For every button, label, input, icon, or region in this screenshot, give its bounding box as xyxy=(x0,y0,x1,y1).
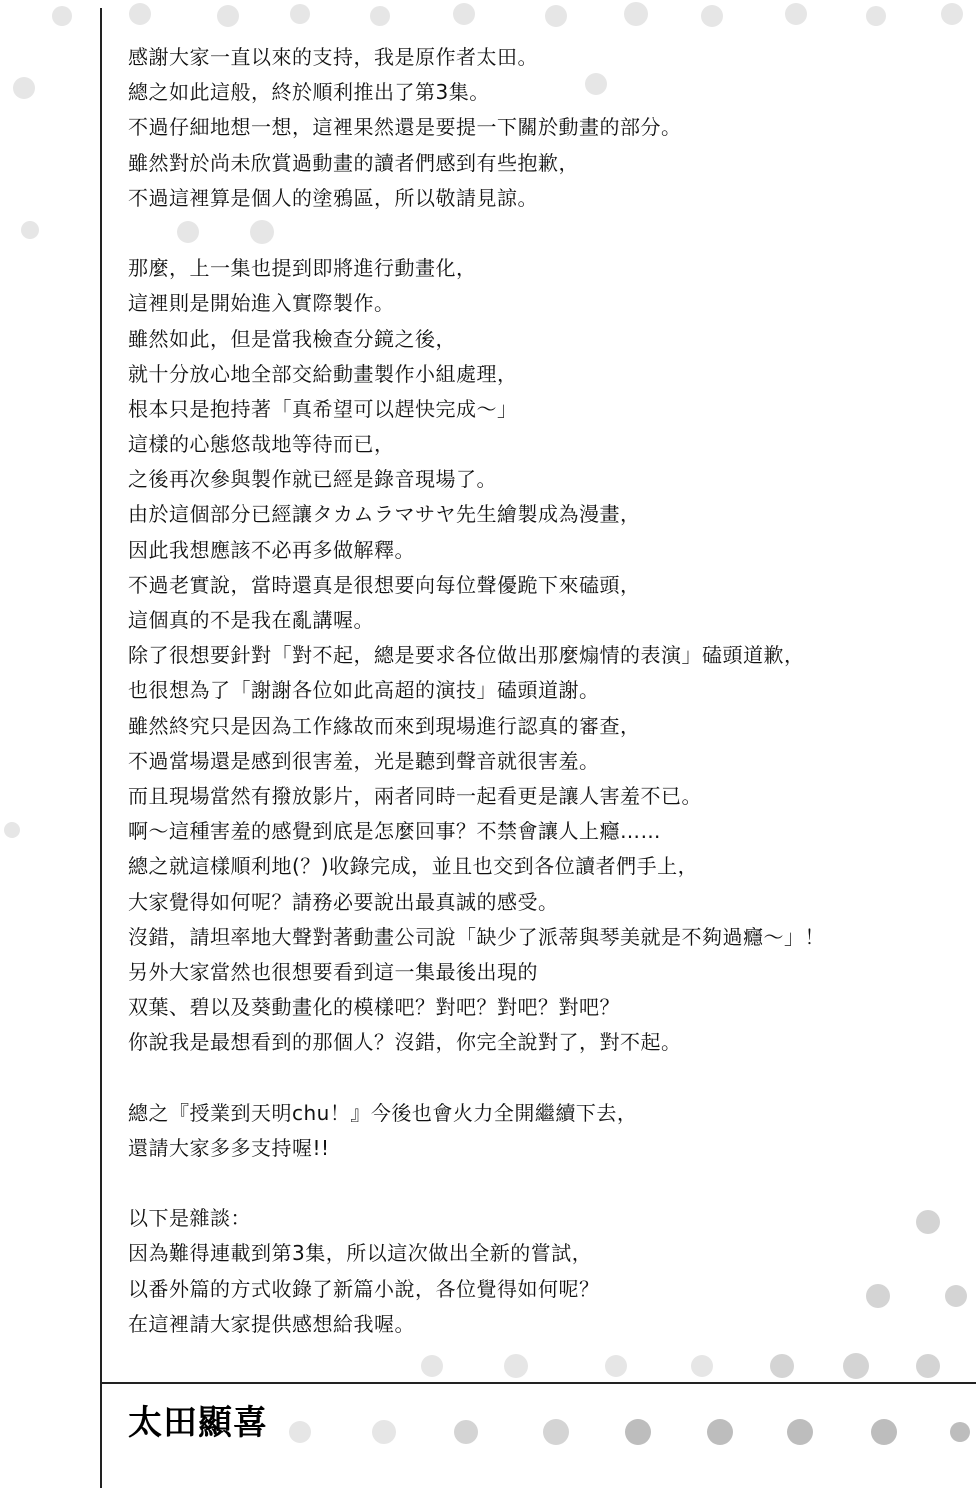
text-line: 因此我想應該不必再多做解釋。 xyxy=(128,537,415,562)
text-line: 這個真的不是我在亂講喔。 xyxy=(128,608,374,632)
decorative-dot xyxy=(545,5,567,27)
text-line: 而且現場當然有撥放影片，兩者同時一起看更是讓人害羞不已。 xyxy=(128,783,702,808)
text-line: 總之就這樣順利地(？)收錄完成，並且也交到各位讀者們手上， xyxy=(128,854,699,879)
text-line: 這裡則是開始進入實際製作。 xyxy=(128,291,395,316)
decorative-dot xyxy=(453,3,475,25)
text-line: 根本只是抱持著「真希望可以趕快完成～」 xyxy=(128,396,518,421)
text-line: 總之『授業到天明chu！』今後也會火力全開繼續下去， xyxy=(128,1100,638,1125)
decorative-dot xyxy=(13,77,35,99)
decorative-dot xyxy=(787,1419,813,1445)
decorative-dot xyxy=(4,822,20,838)
text-line: 雖然終究只是因為工作緣故而來到現場進行認真的審查， xyxy=(128,713,641,738)
text-line: 那麼，上一集也提到即將進行動畫化， xyxy=(128,256,477,281)
margin-rule-vertical xyxy=(100,8,102,1488)
decorative-dot xyxy=(290,4,310,24)
text-line: 以下是雜談： xyxy=(128,1206,251,1231)
text-line: 另外大家當然也很想要看到這一集最後出現的 xyxy=(128,959,538,984)
text-line: 在這裡請大家提供感想給我喔。 xyxy=(128,1311,415,1336)
text-line: 啊～這種害羞的感覺到底是怎麼回事？不禁會讓人上癮…… xyxy=(128,819,661,844)
paragraph-gap xyxy=(128,1166,958,1201)
decorative-dot xyxy=(370,6,390,26)
paragraph-gap xyxy=(128,216,958,251)
decorative-dot xyxy=(950,1422,970,1442)
decorative-dot xyxy=(52,6,72,26)
decorative-dot xyxy=(217,5,239,27)
decorative-dot xyxy=(691,1355,713,1377)
text-line: 除了很想要針對「對不起，總是要求各位做出那麼煽情的表演」磕頭道歉， xyxy=(128,643,805,668)
author-signature: 太田顯喜 xyxy=(128,1403,268,1443)
text-line: 雖然對於尚未欣賞過動畫的讀者們感到有些抱歉， xyxy=(128,150,579,175)
decorative-dot xyxy=(129,3,151,25)
decorative-dot xyxy=(289,1421,311,1443)
decorative-dot xyxy=(605,1355,627,1377)
paragraph-gap xyxy=(128,1060,958,1095)
decorative-dot xyxy=(504,1354,528,1378)
decorative-dot xyxy=(770,1354,794,1378)
text-line: 不過當場還是感到很害羞，光是聽到聲音就很害羞。 xyxy=(128,748,600,773)
decorative-dot xyxy=(701,5,723,27)
afterword-text xyxy=(128,40,958,1342)
decorative-dot xyxy=(454,1420,478,1444)
text-line: 不過仔細地想一想，這裡果然還是要提一下關於動畫的部分。 xyxy=(128,115,682,140)
text-line: 你說我是最想看到的那個人？沒錯，你完全說對了，對不起。 xyxy=(128,1030,682,1055)
text-line: 双葉、碧以及葵動畫化的模樣吧？對吧？對吧？對吧？ xyxy=(128,995,620,1020)
text-line: 以番外篇的方式收錄了新篇小說，各位覺得如何呢？ xyxy=(128,1276,600,1301)
decorative-dot xyxy=(866,6,886,26)
text-line: 還請大家多多支持喔!! xyxy=(128,1135,330,1160)
text-line: 由於這個部分已經讓タカムラマサヤ先生繪製成為漫畫， xyxy=(128,502,641,527)
decorative-dot xyxy=(21,221,39,239)
text-line: 總之如此這般，終於順利推出了第3集。 xyxy=(128,80,490,105)
decorative-dot xyxy=(871,1419,897,1445)
signature-rule xyxy=(100,1382,976,1384)
decorative-dot xyxy=(421,1355,443,1377)
decorative-dot xyxy=(785,3,807,25)
text-line: 因為難得連載到第3集，所以這次做出全新的嘗試， xyxy=(128,1241,593,1266)
decorative-dot xyxy=(625,1419,651,1445)
decorative-dot xyxy=(372,1420,396,1444)
text-line: 不過這裡算是個人的塗鴉區，所以敬請見諒。 xyxy=(128,185,538,210)
text-line: 大家覺得如何呢？請務必要說出最真誠的感受。 xyxy=(128,889,559,914)
decorative-dot xyxy=(707,1419,733,1445)
text-line: 就十分放心地全部交給動畫製作小組處理， xyxy=(128,361,518,386)
text-line: 沒錯，請坦率地大聲對著動畫公司說「缺少了派蒂與琴美就是不夠過癮～」！ xyxy=(128,924,825,949)
decorative-dot xyxy=(941,3,963,25)
text-line: 不過老實說，當時還真是很想要向每位聲優跪下來磕頭， xyxy=(128,572,641,597)
text-line: 感謝大家一直以來的支持，我是原作者太田。 xyxy=(128,45,538,69)
text-line: 這樣的心態悠哉地等待而已， xyxy=(128,432,395,457)
text-line: 也很想為了「謝謝各位如此高超的演技」磕頭道謝。 xyxy=(128,678,600,703)
decorative-dot xyxy=(543,1419,569,1445)
text-line: 之後再次參與製作就已經是錄音現場了。 xyxy=(128,467,497,492)
text-line: 雖然如此，但是當我檢查分鏡之後， xyxy=(128,326,456,351)
decorative-dot xyxy=(843,1353,869,1379)
decorative-dot xyxy=(916,1354,940,1378)
decorative-dot xyxy=(624,2,648,26)
